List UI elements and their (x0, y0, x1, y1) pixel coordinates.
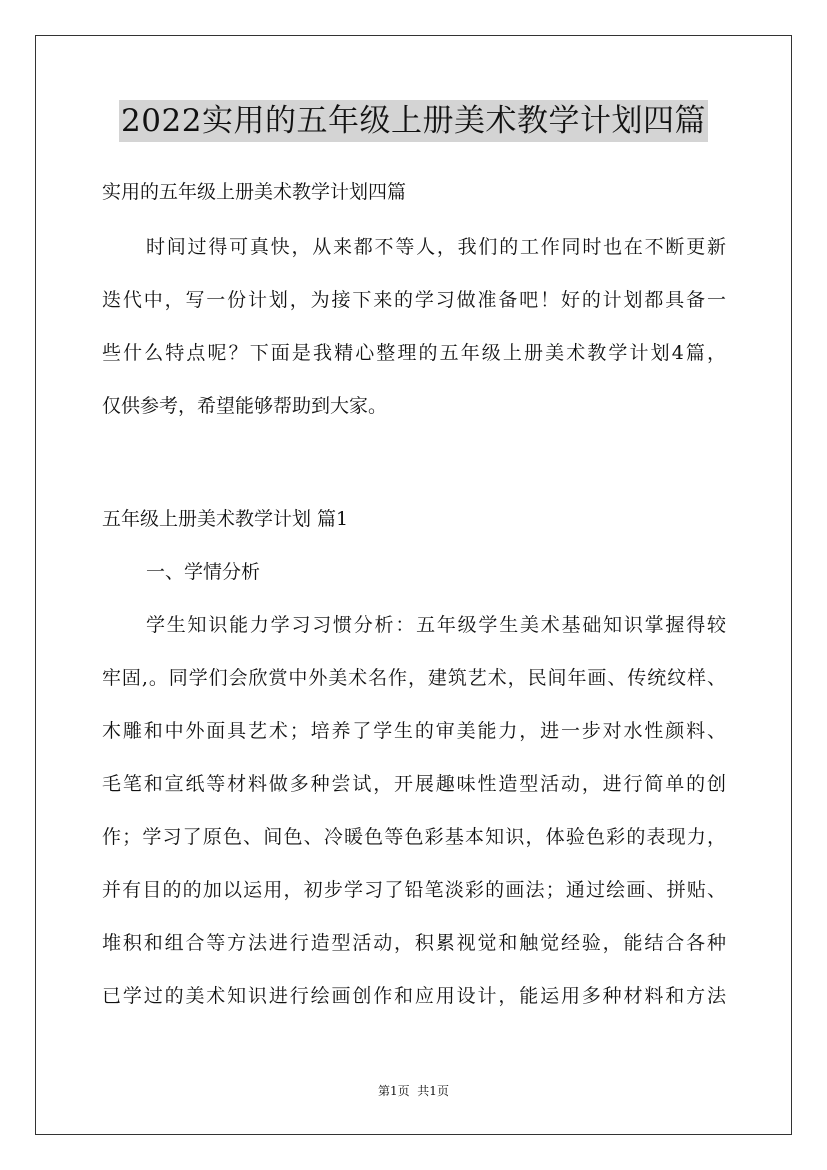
body-line: 已学过的美术知识进行绘画创作和应用设计，能运用多种材料和方法 (102, 985, 726, 1007)
body-line: 牢固,。同学们会欣赏中外美术名作，建筑艺术，民间年画、传统纹样、 (102, 667, 726, 689)
body-line: 堆积和组合等方法进行造型活动，积累视觉和触觉经验，能结合各种 (102, 932, 726, 954)
subsection-heading: 一、学情分析 (146, 561, 261, 583)
intro-line: 迭代中，写一份计划，为接下来的学习做准备吧！好的计划都具备一 (102, 289, 726, 311)
intro-line: 时间过得可真快，从来都不等人，我们的工作同时也在不断更新 (146, 236, 726, 258)
section-heading: 五年级上册美术教学计划 篇1 (102, 508, 349, 530)
body-line: 学生知识能力学习习惯分析：五年级学生美术基础知识掌握得较 (146, 614, 726, 636)
body-line: 毛笔和宣纸等材料做多种尝试，开展趣味性造型活动，进行简单的创 (102, 773, 726, 795)
title-container (0, 100, 827, 142)
body-line: 木雕和中外面具艺术；培养了学生的审美能力，进一步对水性颜料、 (102, 720, 726, 742)
body-line: 作；学习了原色、间色、冷暖色等色彩基本知识，体验色彩的表现力， (102, 826, 726, 848)
intro-line: 仅供参考，希望能够帮助到大家。 (102, 395, 388, 417)
page-footer: 第1页 共1页 (378, 1084, 449, 1098)
document-title: 2022实用的五年级上册美术教学计划四篇 (119, 100, 708, 142)
document-subtitle: 实用的五年级上册美术教学计划四篇 (102, 181, 407, 203)
body-line: 并有目的的加以运用，初步学习了铅笔淡彩的画法；通过绘画、拼贴、 (102, 879, 726, 901)
intro-line: 些什么特点呢？下面是我精心整理的五年级上册美术教学计划4篇， (102, 342, 726, 364)
